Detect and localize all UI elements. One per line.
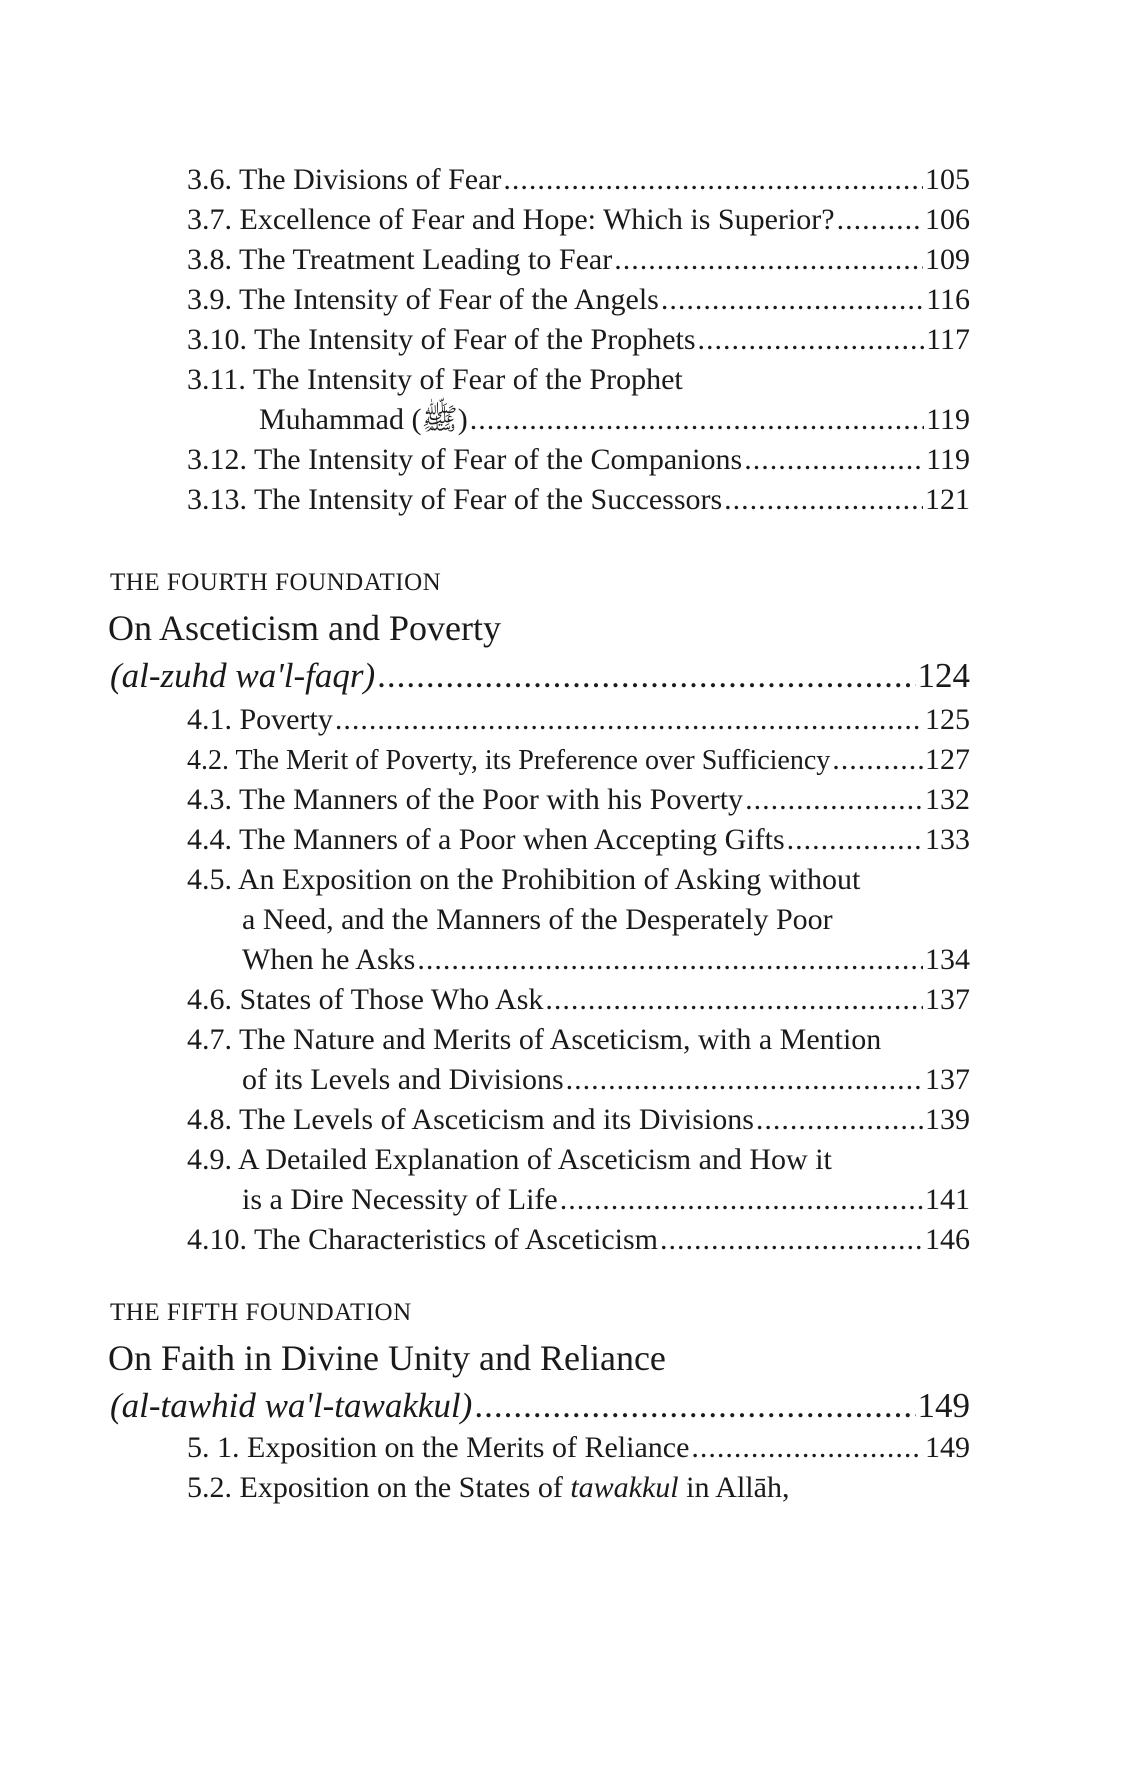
- dot-leader: [745, 780, 923, 820]
- toc-entry-page: 133: [925, 823, 970, 856]
- dot-leader: [566, 1060, 923, 1100]
- toc-entry-title-italic: tawakkul: [570, 1471, 679, 1504]
- dot-leader: [474, 1384, 915, 1428]
- toc-entry-page: 149: [925, 1431, 970, 1464]
- dot-leader: [724, 480, 923, 520]
- toc-entry-title-cont: is a Dire Necessity of Life: [242, 1183, 558, 1216]
- dot-leader: [661, 280, 924, 320]
- toc-entry-4-2[interactable]: [187, 740, 970, 781]
- toc-entry-3-11-line2[interactable]: [259, 400, 970, 440]
- dot-leader: [660, 1220, 923, 1260]
- toc-entry-3-10[interactable]: [187, 320, 970, 360]
- section-transliteration: (al-tawhid wa'l-tawakkul): [110, 1386, 473, 1425]
- dot-leader: [560, 1180, 923, 1220]
- toc-entry-page: 119: [926, 443, 970, 476]
- toc-entry-page: 146: [925, 1223, 970, 1256]
- dot-leader: [377, 654, 915, 698]
- toc-entry-title: 3.10. The Intensity of Fear of the Prophets: [187, 323, 696, 356]
- toc-entry-page: 134: [925, 943, 970, 976]
- toc-entry-3-11-line1[interactable]: [187, 360, 683, 400]
- toc-entry-3-6[interactable]: [187, 160, 970, 200]
- section-page: 124: [917, 656, 970, 695]
- toc-entry-page: 105: [925, 163, 970, 196]
- toc-entry-page: 109: [925, 243, 970, 276]
- toc-entry-title-cont: a Need, and the Manners of the Desperately Poor: [242, 903, 833, 936]
- section-title-fourth: On Asceticism and Poverty: [108, 608, 501, 648]
- toc-entry-page: 117: [926, 323, 970, 356]
- toc-entry-title: 3.7. Excellence of Fear and Hope: Which is Superior?: [187, 203, 835, 236]
- toc-entry-title: 4.8. The Levels of Asceticism and its Divisions: [187, 1103, 754, 1136]
- toc-entry-4-3[interactable]: [187, 780, 970, 820]
- toc-entry-page: 127: [925, 743, 970, 776]
- toc-entry-4-5-line2[interactable]: [242, 900, 833, 940]
- toc-entry-title-cont: When he Asks: [242, 943, 416, 976]
- dot-leader: [417, 940, 923, 980]
- toc-entry-title: 4.7. The Nature and Merits of Asceticism, with a Mention: [187, 1023, 882, 1056]
- toc-entry-3-7[interactable]: [187, 200, 970, 240]
- toc-entry-page: 132: [925, 783, 970, 816]
- dot-leader: [545, 980, 923, 1020]
- toc-entry-title: 5.2. Exposition on the States of: [187, 1471, 563, 1504]
- toc-entry-title: 3.8. The Treatment Leading to Fear: [187, 243, 613, 276]
- toc-entry-title: 3.13. The Intensity of Fear of the Successors: [187, 483, 723, 516]
- toc-entry-page: 137: [925, 983, 970, 1016]
- toc-entry-title: 4.2. The Merit of Poverty, its Preference over Sufficiency: [187, 745, 831, 776]
- toc-entry-3-12[interactable]: [187, 440, 970, 480]
- toc-entry-3-13[interactable]: [187, 480, 970, 520]
- toc-entry-4-7-line2[interactable]: [242, 1060, 970, 1100]
- toc-entry-title: 3.6. The Divisions of Fear: [187, 163, 502, 196]
- toc-entry-4-6[interactable]: [187, 980, 970, 1020]
- dot-leader: [756, 1100, 923, 1140]
- toc-entry-3-9[interactable]: [187, 280, 970, 320]
- dot-leader: [837, 200, 923, 240]
- dot-leader: [832, 740, 923, 780]
- toc-entry-page: 141: [925, 1183, 970, 1216]
- toc-entry-title: 4.5. An Exposition on the Prohibition of Asking without: [187, 863, 861, 896]
- toc-entry-title-cont: Muhammad (ﷺ): [259, 403, 468, 436]
- toc-entry-4-4[interactable]: [187, 820, 970, 860]
- section-page: 149: [917, 1386, 970, 1425]
- toc-entry-title: 3.11. The Intensity of Fear of the Prophet: [187, 363, 683, 396]
- dot-leader: [503, 160, 923, 200]
- toc-entry-4-9-line1[interactable]: [187, 1140, 832, 1180]
- section-heading-entry-fourth[interactable]: [110, 654, 970, 698]
- dot-leader: [744, 440, 924, 480]
- toc-entry-4-5-line3[interactable]: [242, 940, 970, 980]
- dot-leader: [470, 400, 924, 440]
- section-heading-entry-fifth[interactable]: [110, 1384, 970, 1428]
- toc-entry-page: 125: [925, 703, 970, 736]
- toc-entry-page: 116: [926, 283, 970, 316]
- dot-leader: [614, 240, 923, 280]
- toc-entry-5-1[interactable]: [187, 1428, 970, 1468]
- dot-leader: [691, 1428, 923, 1468]
- dot-leader: [698, 320, 925, 360]
- toc-entry-page: 119: [926, 403, 970, 436]
- toc-entry-title: 3.12. The Intensity of Fear of the Companions: [187, 443, 743, 476]
- toc-entry-title: 5. 1. Exposition on the Merits of Reliance: [187, 1431, 690, 1464]
- toc-entry-title: 4.6. States of Those Who Ask: [187, 983, 544, 1016]
- section-transliteration: (al-zuhd wa'l-faqr): [110, 656, 376, 695]
- toc-entry-title: 4.9. A Detailed Explanation of Asceticism and How it: [187, 1143, 832, 1176]
- toc-entry-4-8[interactable]: [187, 1100, 970, 1140]
- section-label-fifth: THE FIFTH FOUNDATION: [110, 1299, 412, 1326]
- toc-entry-title: 4.4. The Manners of a Poor when Accepting Gifts: [187, 823, 785, 856]
- section-label-fourth: THE FOURTH FOUNDATION: [110, 569, 442, 596]
- toc-entry-5-2[interactable]: [187, 1468, 789, 1508]
- toc-entry-title: 4.3. The Manners of the Poor with his Poverty: [187, 783, 744, 816]
- toc-entry-title-cont: of its Levels and Divisions: [242, 1063, 564, 1096]
- toc-entry-page: 139: [925, 1103, 970, 1136]
- toc-entry-4-5-line1[interactable]: [187, 860, 860, 900]
- section-title-fifth: On Faith in Divine Unity and Reliance: [108, 1338, 666, 1378]
- toc-entry-title-suffix: in Allāh,: [686, 1471, 790, 1504]
- toc-entry-page: 121: [925, 483, 970, 516]
- toc-entry-title: 3.9. The Intensity of Fear of the Angels: [187, 283, 659, 316]
- toc-entry-page: 106: [925, 203, 970, 236]
- toc-entry-3-8[interactable]: [187, 240, 970, 280]
- toc-entry-4-1[interactable]: [187, 700, 970, 740]
- dot-leader: [335, 700, 923, 740]
- toc-entry-title: 4.10. The Characteristics of Asceticism: [187, 1223, 658, 1256]
- toc-entry-4-10[interactable]: [187, 1220, 970, 1260]
- toc-entry-4-7-line1[interactable]: [187, 1020, 881, 1060]
- toc-entry-4-9-line2[interactable]: [242, 1180, 970, 1220]
- toc-entry-page: 137: [925, 1063, 970, 1096]
- toc-entry-title: 4.1. Poverty: [187, 703, 333, 736]
- dot-leader: [787, 820, 923, 860]
